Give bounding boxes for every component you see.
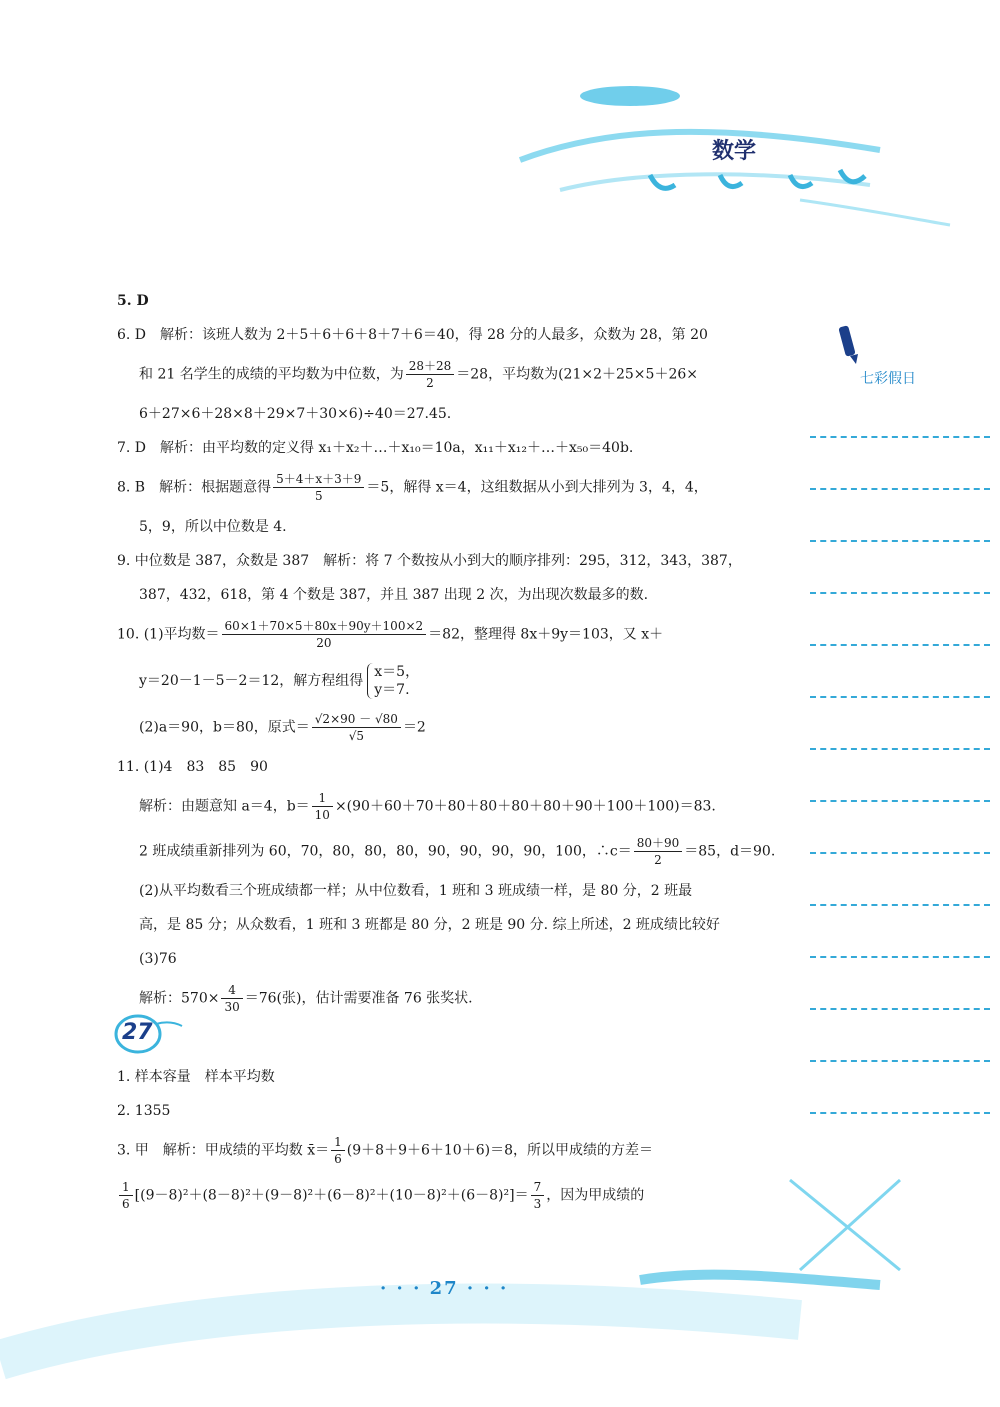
answer-11-line5: 高，是 85 分；从众数看，1 班和 3 班都是 80 分，2 班是 90 分. 综上所述，2 班成绩比较好 bbox=[139, 917, 720, 933]
answer-7: 7. D 解析：由平均数的定义得 x₁＋x₂＋…＋x₁₀＝10a，x₁₁＋x₁₂＋…＋x₅₀＝40b. bbox=[117, 440, 634, 456]
answer-11-line2: 解析：由题意知 a＝4，b＝ $\frac{1}{10}$ ×(90＋60＋70＋80＋80＋80＋80＋90＋100＋100)＝83. bbox=[139, 791, 716, 822]
answer-9-line2: 387，432，618，第 4 个数是 387，并且 387 出现 2 次，为出现次数最多的数. bbox=[139, 587, 649, 603]
s27-answer-3-line1: 3. 甲 解析：甲成绩的平均数 x̄＝ $\frac{1}{6}$ (9＋8＋9＋6＋10＋6)＝8，所以甲成绩的方差＝ bbox=[117, 1135, 653, 1166]
answer-11-line1: 11. (1)4 83 85 90 bbox=[117, 759, 268, 775]
page-number: · · · 27 · · · bbox=[380, 1278, 509, 1299]
answer-9-line1: 9. 中位数是 387，众数是 387 解析：将 7 个数按从小到大的顺序排列：295，312，343，387， bbox=[117, 553, 742, 569]
s27-answer-1: 1. 样本容量 样本平均数 bbox=[117, 1069, 275, 1085]
answer-10-line3: (2)a＝90，b＝80，原式＝ $\frac{√2\times 90 - √80}{√5}$ ＝2 bbox=[139, 712, 426, 743]
answer-11-line7: 解析：570× $\frac{4}{30}$ ＝76(张)，估计需要准备 76 张奖状. bbox=[139, 983, 473, 1014]
answer-6-line2: 和 21 名学生的成绩的平均数为中位数，为 $\frac{28+28}{2}$ ＝28，平均数为(21×2＋25×5＋26× bbox=[139, 359, 698, 390]
subject-title: 数学 bbox=[712, 139, 757, 164]
s27-answer-3-line2: $\frac{1}{6}$ [(9－8)²＋(8－8)²＋(9－8)²＋(6－8)²＋(10－8)²＋(6－8)²]＝ $\frac{7}{3}$ ，因为甲成绩的 bbox=[117, 1179, 777, 1212]
answer-11-line6: (3)76 bbox=[139, 951, 177, 967]
answer-content bbox=[117, 290, 777, 1027]
answer-8-line1: 8. B 解析：根据题意得 $\frac{5+4+x+3+9}{5}$ ＝5，解得 x＝4，这组数据从小到大排列为 3，4，4， bbox=[117, 472, 708, 503]
brand-name: 七彩假日 bbox=[860, 371, 916, 387]
answer-6-line1: 6. D 解析：该班人数为 2＋5＋6＋6＋8＋7＋6＝40，得 28 分的人最多，众数为 28，第 20 bbox=[117, 327, 708, 343]
header-decoration bbox=[0, 0, 1000, 250]
answer-11-line4: (2)从平均数看三个班成绩都一样；从中位数看，1 班和 3 班成绩一样，是 80 分，2 班最 bbox=[139, 883, 693, 899]
section-number: 27 bbox=[122, 1020, 153, 1045]
answer-11-line3: 2 班成绩重新排列为 60，70，80，80，80，90，90，90，90，100，∴c＝ $\frac{80+90}{2}$ ＝85，d＝90. bbox=[139, 836, 776, 867]
answer-5: 5. D bbox=[117, 293, 149, 309]
note-lines bbox=[810, 436, 990, 1164]
answer-6-line3: 6＋27×6＋28×8＋29×7＋30×6)÷40＝27.45. bbox=[139, 406, 452, 422]
answer-10-line2: y＝20－1－5－2＝12，解方程组得x＝5， y＝7. bbox=[139, 664, 420, 698]
s27-answer-2: 2. 1355 bbox=[117, 1103, 171, 1119]
answer-10-line1: 10. (1)平均数＝ $\frac{60\times 1+70\times 5+80x+90y+100\times 2}{20}$ ＝82，整理得 8x＋9y＝103，又 x＋ bbox=[117, 619, 664, 650]
answer-8-line2: 5，9，所以中位数是 4. bbox=[139, 519, 287, 535]
